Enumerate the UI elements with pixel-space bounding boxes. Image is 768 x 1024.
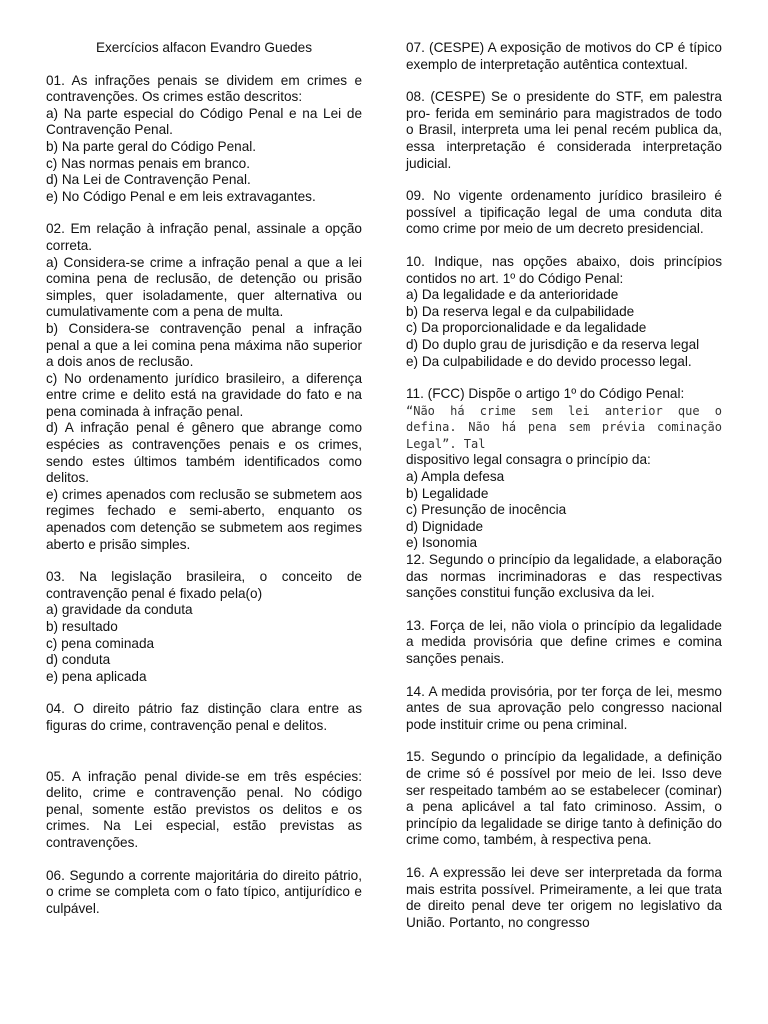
question-text: 08. (CESPE) Se o presidente do STF, em palestra pro- ferida em seminário para magistrados de todo o Brasil, interpreta uma lei penal recém publica da, essa interpretação é considerada interpretação judicial. (406, 89, 722, 171)
option: a) Ampla defesa (406, 469, 505, 485)
quoted-article: “Não há crime sem lei anterior que o defina. Não há pena sem prévia cominação Legal”. Tal (406, 403, 722, 451)
question-stem: 10. Indique, nas opções abaixo, dois princípios contidos no art. 1º do Código Penal: (406, 253, 722, 286)
question-01 (46, 73, 362, 206)
left-column (46, 40, 362, 933)
question-stem: 02. Em relação à infração penal, assinale a opção correta. (46, 221, 362, 253)
question-text: 13. Força de lei, não viola o princípio da legalidade a medida provisória que define crimes e comina sanções penais. (406, 617, 722, 666)
option: d) Dignidade (406, 518, 484, 534)
option: c) Presunção de inocência (406, 502, 567, 518)
option: a) Da legalidade e da anterioridade (406, 287, 619, 303)
question-03 (46, 569, 362, 685)
right-column (406, 40, 722, 947)
option: e) pena aplicada (46, 668, 147, 684)
question-text: 15. Segundo o princípio da legalidade, a definição de crime só é possível por meio de lei. Isso deve ser respeitado também ao se estabelecer (cominar) a pena aplicável a tal fato criminoso. Assim, o princípio da legalidade se dirige tanto à definição do crime como, também, à respectiva pena. (406, 749, 722, 848)
option: a) gravidade da conduta (46, 602, 193, 618)
question-07 (406, 40, 722, 73)
option: b) Legalidade (406, 485, 489, 501)
option: b) resultado (46, 619, 118, 634)
option: d) Do duplo grau de jurisdição e da reserva legal (406, 336, 700, 352)
question-14 (406, 684, 722, 734)
question-text: 06. Segundo a corrente majoritária do direito pátrio, o crime se completa com o fato típico, antijurídico e culpável. (46, 867, 362, 916)
option: a) Na parte especial do Código Penal e na Lei de Contravenção Penal. (46, 105, 362, 138)
option: d) A infração penal é gênero que abrange como espécies as contravenções penais e os crimes, sendo estes últimos também identificados como delitos. (46, 420, 362, 486)
question-15 (406, 749, 722, 849)
question-text: 16. A expressão lei deve ser interpretada da forma mais estrita possível. Primeiramente, a lei que trata de direito penal deve ter origem no legislativo da União. Portanto, no congresso (406, 864, 722, 930)
option: e) crimes apenados com reclusão se submetem aos regimes fechado e semi-aberto, enquanto os apenados com detenção se submetem aos regimes aberto e prisão simples. (46, 486, 362, 552)
option: d) conduta (46, 652, 111, 668)
question-08 (406, 89, 722, 172)
question-10 (406, 254, 722, 370)
question-text: 12. Segundo o princípio da legalidade, a elaboração das normas incriminadoras e das respectivas sanções constitui função exclusiva da lei. (406, 552, 722, 601)
question-05 (46, 769, 362, 852)
question-stem-continuation: dispositivo legal consagra o princípio da: (406, 452, 651, 468)
option: b) Da reserva legal e da culpabilidade (406, 303, 635, 319)
question-stem: 03. Na legislação brasileira, o conceito de contravenção penal é fixado pela(o) (46, 569, 362, 601)
document-title: Exercícios alfacon Evandro Guedes (95, 40, 313, 55)
question-text: 05. A infração penal divide-se em três espécies: delito, crime e contravenção penal. No código penal, somente estão previstos os delitos e os crimes. Na Lei especial, estão previstas as contravenções. (46, 768, 362, 850)
question-12 (406, 552, 722, 602)
option: d) Na Lei de Contravenção Penal. (46, 172, 251, 188)
option: b) Considera-se contravenção penal a infração penal a que a lei comina pena máxima não superior a dois anos de reclusão. (46, 320, 362, 370)
question-stem: 11. (FCC) Dispõe o artigo 1º do Código Penal: (406, 386, 685, 402)
option: c) Nas normas penais em branco. (46, 155, 250, 171)
question-16 (406, 865, 722, 931)
option: e) Da culpabilidade e do devido processo legal. (406, 353, 692, 369)
option: c) pena cominada (46, 635, 155, 651)
question-06 (46, 868, 362, 918)
option: b) Na parte geral do Código Penal. (46, 138, 257, 154)
question-text: 09. No vigente ordenamento jurídico brasileiro é possível a tipificação legal de uma conduta dita como crime por meio de um decreto presidencial. (406, 188, 722, 237)
option: a) Considera-se crime a infração penal a que a lei comina pena de reclusão, de detenção ou prisão simples, quer isoladamente, quer alternativa ou cumulativamente com a pena de multa. (46, 254, 362, 320)
question-02 (46, 221, 362, 553)
question-text: 07. (CESPE) A exposição de motivos do CP é típico exemplo de interpretação autêntica contextual. (406, 40, 722, 72)
question-04 (46, 701, 362, 734)
question-stem: 01. As infrações penais se dividem em crimes e contravenções. Os crimes estão descritos: (46, 72, 362, 105)
option: c) Da proporcionalidade e da legalidade (406, 320, 647, 336)
question-text: 04. O direito pátrio faz distinção clara entre as figuras do crime, contravenção penal e delitos. (46, 701, 362, 733)
question-11 (406, 386, 722, 552)
option: e) No Código Penal e em leis extravagantes. (46, 188, 316, 204)
question-13 (406, 618, 722, 668)
option: e) Isonomia (406, 535, 478, 551)
question-text: 14. A medida provisória, por ter força de lei, mesmo antes de sua aprovação pelo congresso nacional pode instituir crime ou pena criminal. (406, 683, 722, 732)
question-09 (406, 188, 722, 238)
option: c) No ordenamento jurídico brasileiro, a diferença entre crime e delito está na gravidade do fato e na pena cominada à infração penal. (46, 370, 362, 419)
